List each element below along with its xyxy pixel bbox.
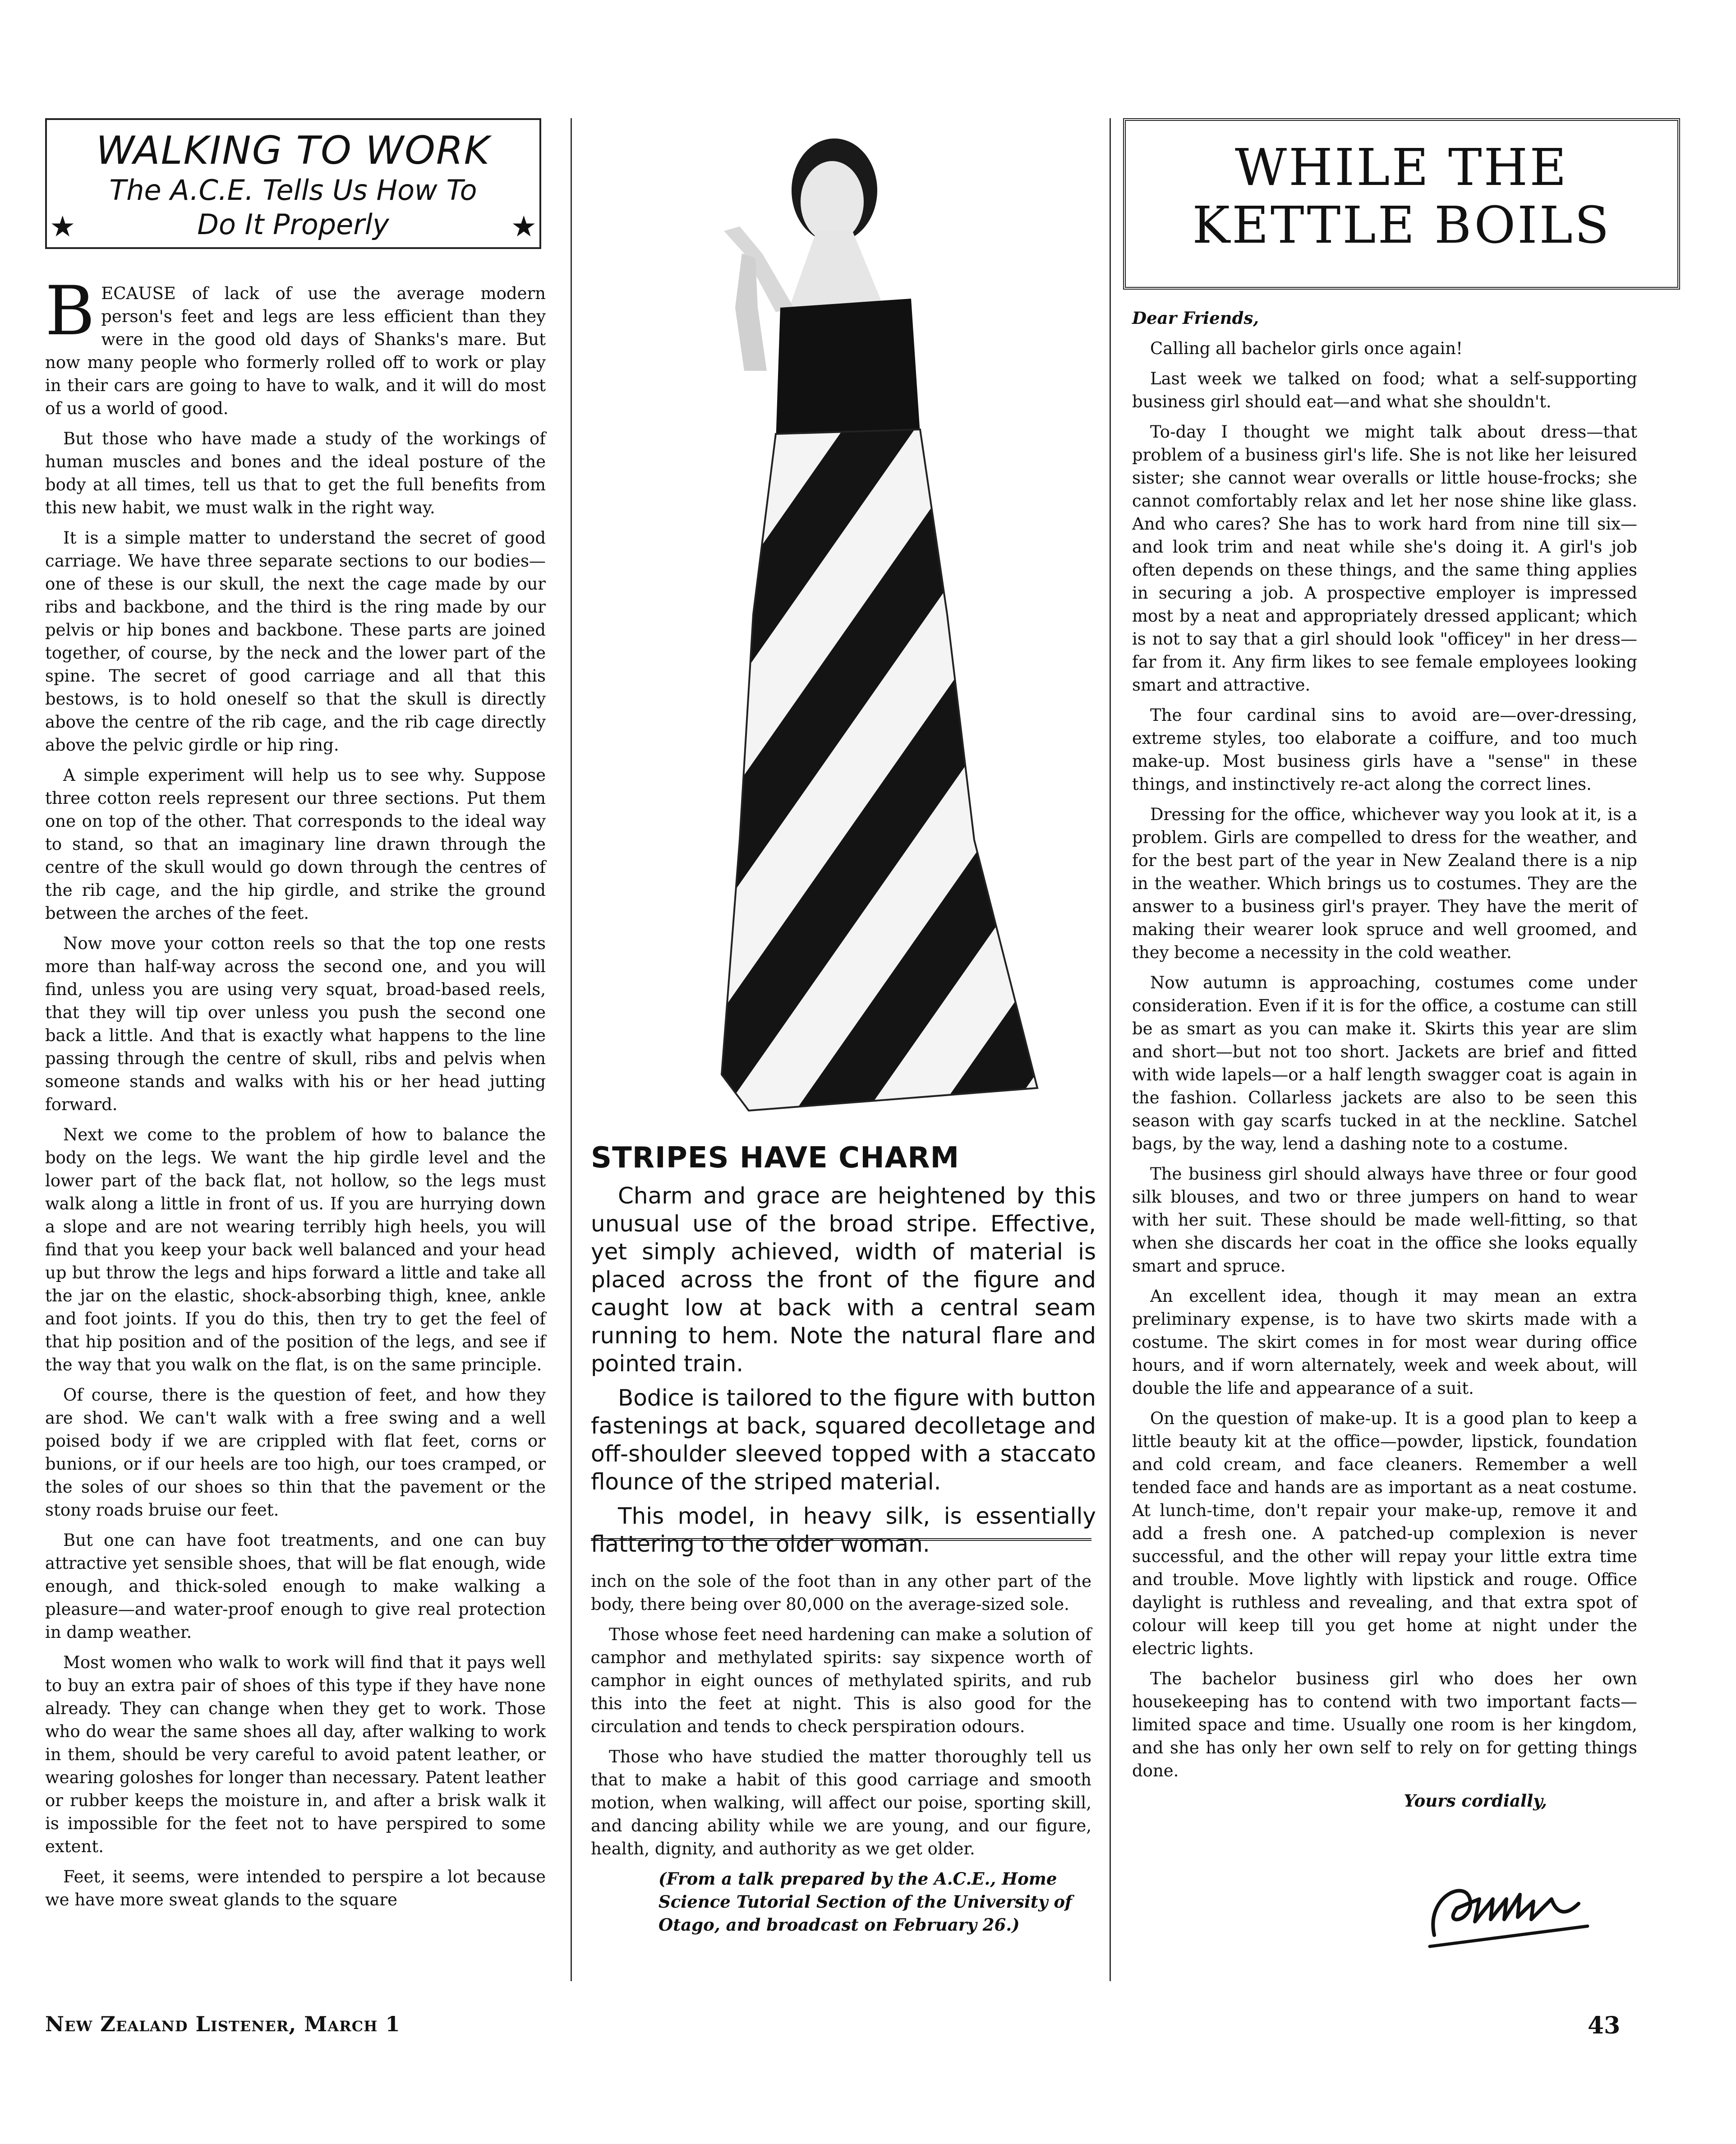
signature xyxy=(1416,1867,1606,1958)
article-title: WALKING TO WORK xyxy=(96,128,490,173)
letter-paragraph: Now autumn is approaching, costumes come under consideration. Even if it is for the office, a costume can still be as smart as you can make it. Skirts this year are slim and short—but not too short. Jackets are brief and fitted with wide lapels—or a half length swagger coat is again in the fashion. Collarless jackets are also to be seen this season with gay scarfs tucked in at the neckline. Satchel bags, by the way, lend a dashing note to a costume. xyxy=(1132,973,1637,1153)
salutation: Dear Friends, xyxy=(1132,308,1259,328)
drop-cap: B xyxy=(45,272,95,350)
section-divider xyxy=(591,1538,1091,1541)
caption-paragraph: This model, in heavy silk, is essentially flattering to the older woman. xyxy=(591,1503,1096,1557)
letter-paragraph: Dressing for the office, whichever way you look at it, is a problem. Girls are compelled to dress for the weather, and for the best part of the year in New Zealand there is a nip in the weather. Which brings us to costumes. They are the answer to a business girl's prayer. They have the merit of making their wearer look spruce and well groomed, and they become a necessity in the cold weather. xyxy=(1132,805,1637,962)
striped-gown-photo xyxy=(631,118,1073,1133)
article-paragraph: But one can have foot treatments, and one can buy attractive yet sensible shoes, that will be flat enough, wide enough, and thick-soled enough to make walking a pleasure—and water-proof enough to give real protection in damp weather. xyxy=(45,1531,546,1642)
article-paragraph: But those who have made a study of the workings of human muscles and bones and the ideal posture of the body at all times, tell us that to get the full benefits from this new habit, we must walk in the right way. xyxy=(45,429,546,517)
letter-paragraph: Calling all bachelor girls once again! xyxy=(1150,339,1463,358)
column-rule xyxy=(571,118,572,1981)
kettle-boils-header xyxy=(1123,118,1680,290)
walking-to-work-header xyxy=(45,118,541,249)
subtitle-line-2: Do It Properly xyxy=(197,208,389,241)
article-paragraph: inch on the sole of the foot than in any other part of the body, there being over 80,000 on the average-sized sole. xyxy=(591,1572,1091,1614)
article-paragraph: Most women who walk to work will find that it pays well to buy an extra pair of shoes of this type if they have none already. They can change when they get to work. Those who do wear the same shoes all day, after walking to work in them, should be very careful to avoid patent leather, or wearing goloshes for longer than necessary. Patent leather or rubber keeps the moisture in, and after a brisk walk it is impossible for the feet not to have perspired to some extent. xyxy=(45,1653,546,1856)
letter-paragraph: The bachelor business girl who does her own housekeeping has to contend with two important facts—limited space and time. Usually one room is her kingdom, and she has only her own self to rely on for getting things done. xyxy=(1132,1669,1637,1780)
walking-article-continued xyxy=(591,1570,1091,1944)
article-subtitle xyxy=(47,173,539,242)
article-paragraph: Now move your cotton reels so that the top one rests more than half-way across the second one, and you will find, unless you are using very squat, broad-based reels, that they will tip over unless you push the second one back a little. And that is exactly what happens to the line passing through the centre of skull, ribs and pelvis when someone stands and walks with his or her head jutting forward. xyxy=(45,934,546,1114)
article-paragraph: BECAUSE of lack of use the average modern person's feet and legs are less efficient than they were in the good old days of Shanks's mare. But now many people who formerly rolled off to work or play in their cars are going to have to walk, and it will do most of us a world of good. xyxy=(45,272,546,418)
caption-paragraph: Bodice is tailored to the figure with button fastenings at back, squared decolletage and off-shoulder sleeved topped with a staccato flounce of the striped material. xyxy=(591,1385,1096,1495)
article-paragraph: Feet, it seems, were intended to perspire a lot because we have more sweat glands to the square xyxy=(45,1867,546,1909)
letter-paragraph: An excellent idea, though it may mean an extra preliminary expense, is to have two skirts made with a costume. The skirt comes in for most wear during office hours, and if worn alternately, week and week about, will double the life and appearance of a suit. xyxy=(1132,1286,1637,1398)
letter-paragraph: On the question of make-up. It is a good plan to keep a little beauty kit at the office—powder, lipstick, foundation and cold cream, and face cleaners. Remember a well tended face and hands are as important as a neat costume. At lunch-time, don't repair your make-up, remove it and add a fresh one. A patched-up complexion is never successful, and the other will repay your little extra time and trouble. Move lightly with lipstick and rouge. Office daylight is ruthless and revealing, and that extra spot of colour will keep till you get home at night under the electric lights. xyxy=(1132,1409,1637,1658)
star-icon: ★ xyxy=(511,210,537,244)
source-credit: (From a talk prepared by the A.C.E., Home Science Tutorial Section of the University of Otago, and broadcast on February 26.) xyxy=(658,1869,1072,1935)
letter-paragraph: To-day I thought we might talk about dress—that problem of a business girl's life. She is not like her leisured sister; she cannot wear overalls or little house-frocks; she cannot comfortably relax and let her nose shine like glass. And who cares? She has to work hard from nine till six—and look trim and neat while she's doing it. A girl's job often depends on these things, and the same thing applies in securing a job. A prospective employer is impressed most by a neat and appropriately dressed applicant; which is not to say that a girl should look "officey" in her dress—far from it. Any firm likes to see female employees looking smart and attractive. xyxy=(1132,422,1637,695)
publication-footer: New Zealand Listener, March 1 xyxy=(45,2012,401,2036)
title-line-2: KETTLE BOILS xyxy=(1192,196,1611,255)
stripes-heading: STRIPES HAVE CHARM xyxy=(591,1141,960,1175)
star-icon: ★ xyxy=(50,210,76,244)
title-line-1: WHILE THE xyxy=(1235,138,1568,197)
column-rule xyxy=(1110,118,1111,1981)
letter-closing: Yours cordially, xyxy=(1404,1791,1547,1811)
article-paragraph: Those whose feet need hardening can make a solution of camphor and methylated spirits: say sixpence worth of camphor in eight ounces of methylated spirits, and rub this into the feet at night. This is also good for the circulation and tends to check perspiration odours. xyxy=(591,1625,1091,1736)
subtitle-line-1: The A.C.E. Tells Us How To xyxy=(109,174,477,207)
article-paragraph: It is a simple matter to understand the secret of good carriage. We have three separate sections to our bodies—one of these is our skull, the next the cage made by our ribs and backbone, and the third is the ring made by our pelvis or hip bones and backbone. These parts are joined together, of course, by the neck and the lower part of the spine. The secret of good carriage and all that this bestows, is to hold oneself so that the skull is directly above the centre of the rib cage, and the rib cage directly above the pelvic girdle or hip ring. xyxy=(45,528,546,755)
article-paragraph: A simple experiment will help us to see why. Suppose three cotton reels represent our three sections. Put them one on top of the other. That corresponds to the ideal way to stand, so that an imaginary line drawn through the centre of the skull would go down through the centres of the rib cage, and the hip girdle, and strike the ground between the arches of the feet. xyxy=(45,765,546,923)
column-title xyxy=(1126,139,1677,254)
page-number: 43 xyxy=(1588,2012,1621,2039)
stripes-caption xyxy=(591,1182,1096,1564)
article-paragraph: Those who have studied the matter thoroughly tell us that to make a habit of this good carriage and smooth motion, when walking, will affect our poise, sporting skill, and dancing ability while we are young, and our figure, health, dignity, and authority as we get older. xyxy=(591,1747,1091,1858)
letter-paragraph: The four cardinal sins to avoid are—over-dressing, extreme styles, too elaborate a coiffure, and too much make-up. Most business girls have a "sense" in these things, and instinctively re-act along the correct lines. xyxy=(1132,705,1637,794)
kettle-letter-body xyxy=(1132,307,1637,1820)
article-paragraph: Next we come to the problem of how to balance the body on the legs. We want the hip girdle level and the lower part of the back flat, not hollow, so the legs must walk along a little in front of us. If you are hurrying down a slope and are not wearing terribly high heels, you will find that you keep your back well balanced and your head up but throw the legs and hips forward a little and take all the jar on the elastic, shock-absorbing thigh, knee, ankle and foot joints. If you do this, then try to get the feel of that hip position and of the position of the legs, and see if the way that you walk on the flat, is on the same principle. xyxy=(45,1125,546,1374)
letter-paragraph: Last week we talked on food; what a self-supporting business girl should eat—and what she shouldn't. xyxy=(1132,369,1637,411)
article-paragraph: Of course, there is the question of feet, and how they are shod. We can't walk with a free swing and a well poised body if we are crippled with flat feet, corns or bunions, or if our heels are too high, our toes cramped, or the soles of our shoes so thin that the pavement or the stony roads bruise our feet. xyxy=(45,1385,546,1520)
letter-paragraph: The business girl should always have three or four good silk blouses, and two or three jumpers on hand to wear with her suit. These should be made well-fitting, so that when she discards her coat in the office she looks equally smart and spruce. xyxy=(1132,1164,1637,1276)
caption-paragraph: Charm and grace are heightened by this unusual use of the broad stripe. Effective, yet simply achieved, width of material is placed across the front of the figure and caught low at back with a central seam running to hem. Note the natural flare and pointed train. xyxy=(591,1183,1096,1377)
walking-article-body xyxy=(45,272,546,1918)
